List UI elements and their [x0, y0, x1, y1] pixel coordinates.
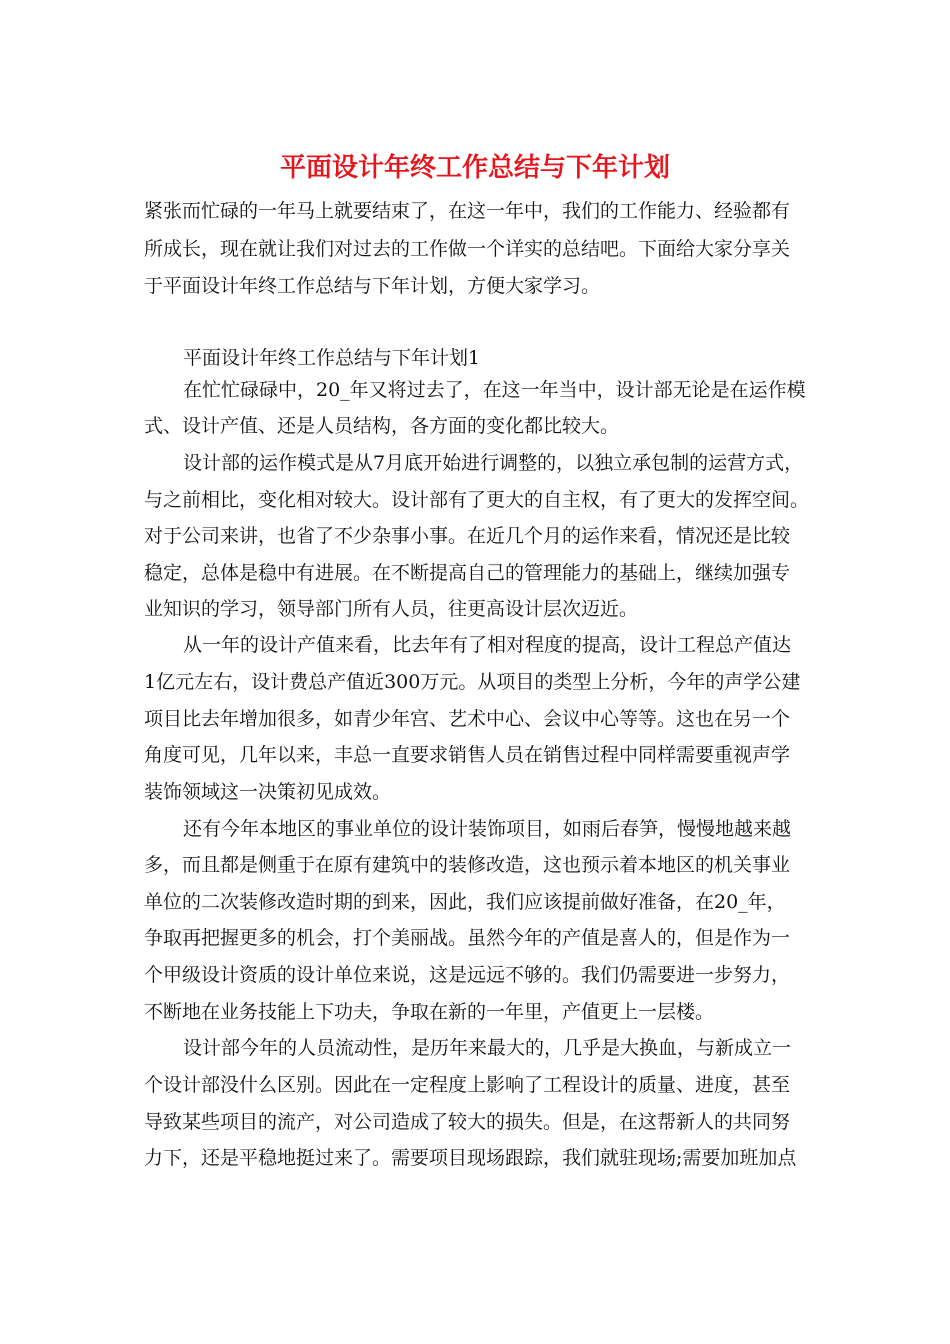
body-line: 不断地在业务技能上下功夫，争取在新的一年里，产值更上一层楼。 [144, 1001, 715, 1023]
intro-line: 紧张而忙碌的一年马上就要结束了，在这一年中，我们的工作能力、经验都有 [144, 200, 791, 222]
body-line: 单位的二次装修改造时期的到来，因此，我们应该提前做好准备，在20_年， [144, 891, 786, 913]
body-line: 个设计部没什么区别。因此在一定程度上影响了工程设计的质量、进度，甚至 [144, 1074, 791, 1096]
body-line: 争取再把握更多的机会，打个美丽战。虽然今年的产值是喜人的，但是作为一 [144, 927, 791, 949]
body-line: 项目比去年增加很多，如青少年宫、艺术中心、会议中心等等。这也在另一个 [144, 708, 791, 730]
body-line: 1亿元左右，设计费总产值近300万元。从项目的类型上分析，今年的声学公建 [144, 671, 801, 693]
body-line: 与之前相比，变化相对较大。设计部有了更大的自主权，有了更大的发挥空间。 [144, 489, 810, 511]
body-line: 在忙忙碌碌中，20_年又将过去了，在这一年当中，设计部无论是在运作模 [183, 379, 806, 401]
body-line: 角度可见，几年以来，丰总一直要求销售人员在销售过程中同样需要重视声学 [144, 744, 791, 766]
body-line: 多，而且都是侧重于在原有建筑中的装修改造，这也预示着本地区的机关事业 [144, 854, 791, 876]
body-line: 个甲级设计资质的设计单位来说，这是远远不够的。我们仍需要进一步努力， [144, 964, 791, 986]
body-line: 设计部的运作模式是从7月底开始进行调整的，以独立承包制的运营方式， [183, 452, 804, 474]
intro-line: 于平面设计年终工作总结与下年计划，方便大家学习。 [144, 275, 601, 297]
body-line: 对于公司来讲，也省了不少杂事小事。在近几个月的运作来看，情况还是比较 [144, 525, 791, 547]
body-line: 式、设计产值、还是人员结构，各方面的变化都比较大。 [144, 415, 620, 437]
body-line: 力下，还是平稳地挺过来了。需要项目现场跟踪，我们就驻现场;需要加班加点 [144, 1147, 797, 1169]
body-line: 设计部今年的人员流动性，是历年来最大的，几乎是大换血，与新成立一 [183, 1037, 792, 1059]
intro-line: 所成长，现在就让我们对过去的工作做一个详实的总结吧。下面给大家分享关 [144, 238, 791, 260]
document-title: 平面设计年终工作总结与下年计划 [279, 153, 670, 183]
section-heading: 平面设计年终工作总结与下年计划1 [183, 347, 481, 369]
body-line: 还有今年本地区的事业单位的设计装饰项目，如雨后春笋，慢慢地越来越 [183, 818, 792, 840]
body-line: 装饰领域这一决策初见成效。 [144, 781, 392, 803]
body-line: 从一年的设计产值来看，比去年有了相对程度的提高，设计工程总产值达 [183, 634, 792, 656]
body-line: 业知识的学习，领导部门所有人员，往更高设计层次迈近。 [144, 598, 639, 620]
body-line: 导致某些项目的流产，对公司造成了较大的损失。但是，在这帮新人的共同努 [144, 1111, 791, 1133]
body-line: 稳定，总体是稳中有进展。在不断提高自己的管理能力的基础上，继续加强专 [144, 562, 791, 584]
